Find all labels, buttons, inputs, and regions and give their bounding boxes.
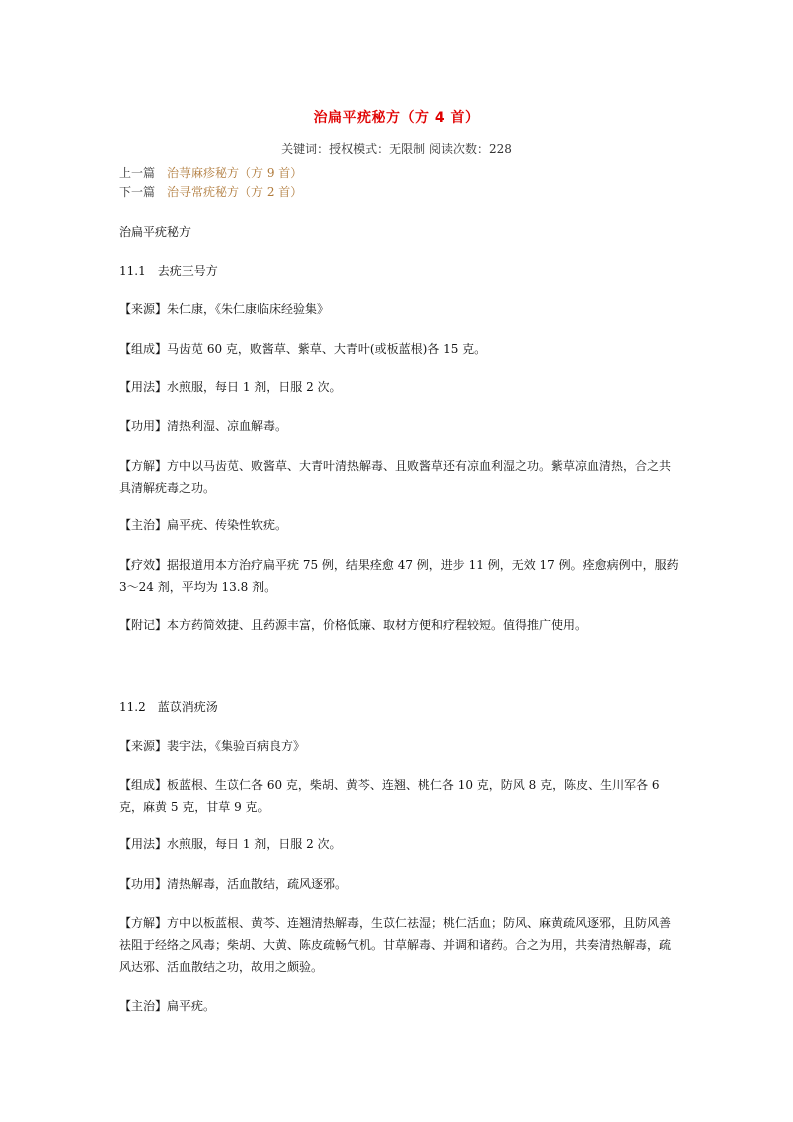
- section1-composition: 【组成】马齿苋 60 克，败酱草、紫草、大青叶(或板蓝根)各 15 克。: [119, 342, 487, 356]
- section1-usage: 【用法】水煎服，每日 1 剂，日服 2 次。: [119, 380, 342, 394]
- section1-analysis: 【方解】方中以马齿苋、败酱草、大青叶清热解毒、且败酱草还有凉血利湿之功。紫草凉血清热，合之共具清解疣毒之功。: [119, 459, 672, 495]
- section2-composition: 【组成】板蓝根、生苡仁各 60 克，柴胡、黄芩、连翘、桃仁各 10 克，防风 8 克，陈皮、生川军各 6 克，麻黄 5 克，甘草 9 克。: [119, 778, 660, 814]
- section1-heading: 11.1 去疣三号方: [119, 264, 218, 278]
- section1-indication: 【主治】扁平疣、传染性软疣。: [119, 518, 288, 532]
- prev-article-link[interactable]: 治荨麻疹秘方（方 9 首）: [167, 166, 303, 180]
- document-title: 治扁平疣秘方（方 4 首）: [313, 110, 480, 126]
- section2-source: 【来源】裴宇法，《集验百病良方》: [119, 739, 306, 753]
- section2-analysis: 【方解】方中以板蓝根、黄芩、连翘清热解毒，生苡仁祛湿；桃仁活血；防风、麻黄疏风逐邪，且防风善祛阻于经络之风毒；柴胡、大黄、陈皮疏畅气机。甘草解毒、并调和诸药。合之为用，共奏清热解毒，疏风达邪、活血散结之功，故用之颇验。: [119, 916, 672, 974]
- prev-article-line: [119, 164, 302, 181]
- section2-usage: 【用法】水煎服，每日 1 剂，日服 2 次。: [119, 837, 342, 851]
- next-article-line: [119, 183, 302, 200]
- section1-note: 【附记】本方药简效捷、且药源丰富，价格低廉、取材方便和疗程较短。值得推广使用。: [119, 618, 588, 632]
- next-article-link[interactable]: 治寻常疣秘方（方 2 首）: [167, 185, 303, 199]
- section2-function: 【功用】清热解毒，活血散结，疏风逐邪。: [119, 877, 348, 891]
- document-meta: 关键词：授权模式：无限制 阅读次数：228: [281, 142, 512, 156]
- intro-text: 治扁平疣秘方: [119, 225, 192, 239]
- section2-heading: 11.2 蓝苡消疣汤: [119, 700, 218, 714]
- section1-function: 【功用】清热利湿、凉血解毒。: [119, 419, 288, 433]
- section2-indication: 【主治】扁平疣。: [119, 999, 216, 1013]
- section1-source: 【来源】朱仁康，《朱仁康临床经验集》: [119, 302, 330, 316]
- next-article-label: 下一篇: [119, 185, 156, 199]
- section1-efficacy: 【疗效】据报道用本方治疗扁平疣 75 例，结果痊愈 47 例，进步 11 例，无效 17 例。痊愈病例中，服药 3～24 剂，平均为 13.8 剂。: [119, 558, 679, 594]
- prev-article-label: 上一篇: [119, 166, 156, 180]
